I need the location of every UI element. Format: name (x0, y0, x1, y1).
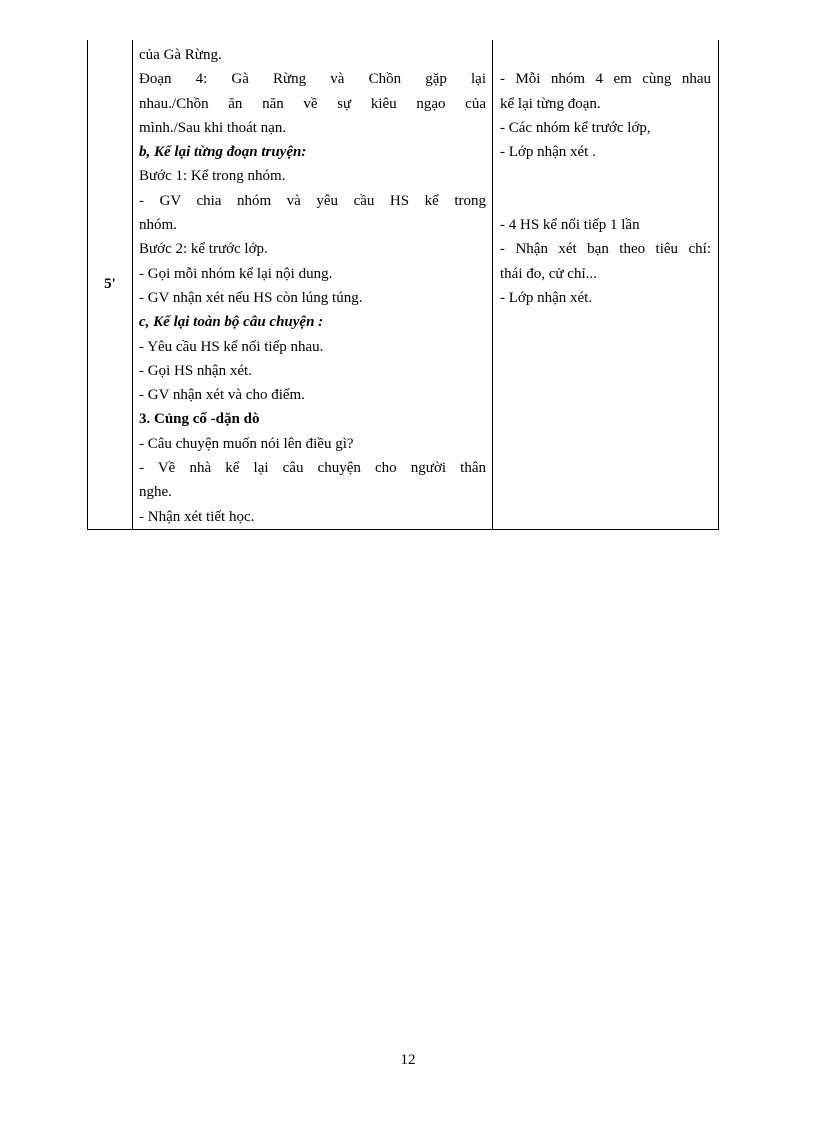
text-line: - Yêu cầu HS kể nối tiếp nhau. (139, 338, 324, 355)
text-line: - Nhận xét bạn theo tiêu chí: (500, 241, 711, 258)
text-line: nghe. (139, 484, 172, 501)
text-line: Đoạn 4: Gà Rừng và Chồn gặp lại (139, 71, 486, 88)
section-heading-3: 3. Củng cố -dặn dò (139, 411, 260, 428)
text-line: Bước 1: Kể trong nhóm. (139, 168, 286, 185)
text-line: - Nhận xét tiết học. (139, 508, 255, 525)
text-line: - Các nhóm kể trước lớp, (500, 119, 651, 136)
blank-space (500, 164, 711, 213)
text-line: - Câu chuyện muốn nói lên điều gì? (139, 435, 354, 452)
text-line: - Lớp nhận xét . (500, 144, 596, 161)
text-line: kể lại từng đoạn. (500, 95, 601, 112)
text-line: - GV nhận xét nếu HS còn lúng túng. (139, 289, 363, 306)
time-cell (88, 40, 133, 529)
text-line: - Mỗi nhóm 4 em cùng nhau (500, 71, 711, 88)
text-line: - GV chia nhóm và yêu cầu HS kể trong (139, 192, 486, 209)
text-line: - Gọi HS nhận xét. (139, 362, 252, 379)
text-line: nhau./Chồn ăn năn về sự kiêu ngạo của (139, 95, 486, 112)
text-line: - GV nhận xét và cho điểm. (139, 387, 305, 404)
text-line: của Gà Rừng. (139, 47, 222, 63)
text-line: - Gọi mỗi nhóm kể lại nội dung. (139, 265, 333, 282)
page-number: 12 (400, 1052, 416, 1068)
student-activity-cell (493, 40, 719, 529)
text-line: thái đo, cử chỉ... (500, 265, 597, 282)
text-line: - Lớp nhận xét. (500, 289, 593, 306)
lesson-plan-table (87, 40, 719, 530)
section-heading-c: c, Kể lại toàn bộ câu chuyện : (139, 314, 324, 331)
time-label: 5' (104, 275, 116, 292)
section-heading-b: b, Kể lại từng đoạn truyện: (139, 144, 307, 161)
table-row (88, 40, 719, 529)
text-line: - Về nhà kể lại câu chuyện cho người thân (139, 460, 486, 477)
text-line: nhóm. (139, 217, 177, 234)
text-line: - 4 HS kể nối tiếp 1 lần (500, 217, 640, 234)
text-line: mình./Sau khi thoát nạn. (139, 119, 287, 136)
text-line: Bước 2: kể trước lớp. (139, 241, 268, 258)
teacher-activity-cell (133, 40, 493, 529)
